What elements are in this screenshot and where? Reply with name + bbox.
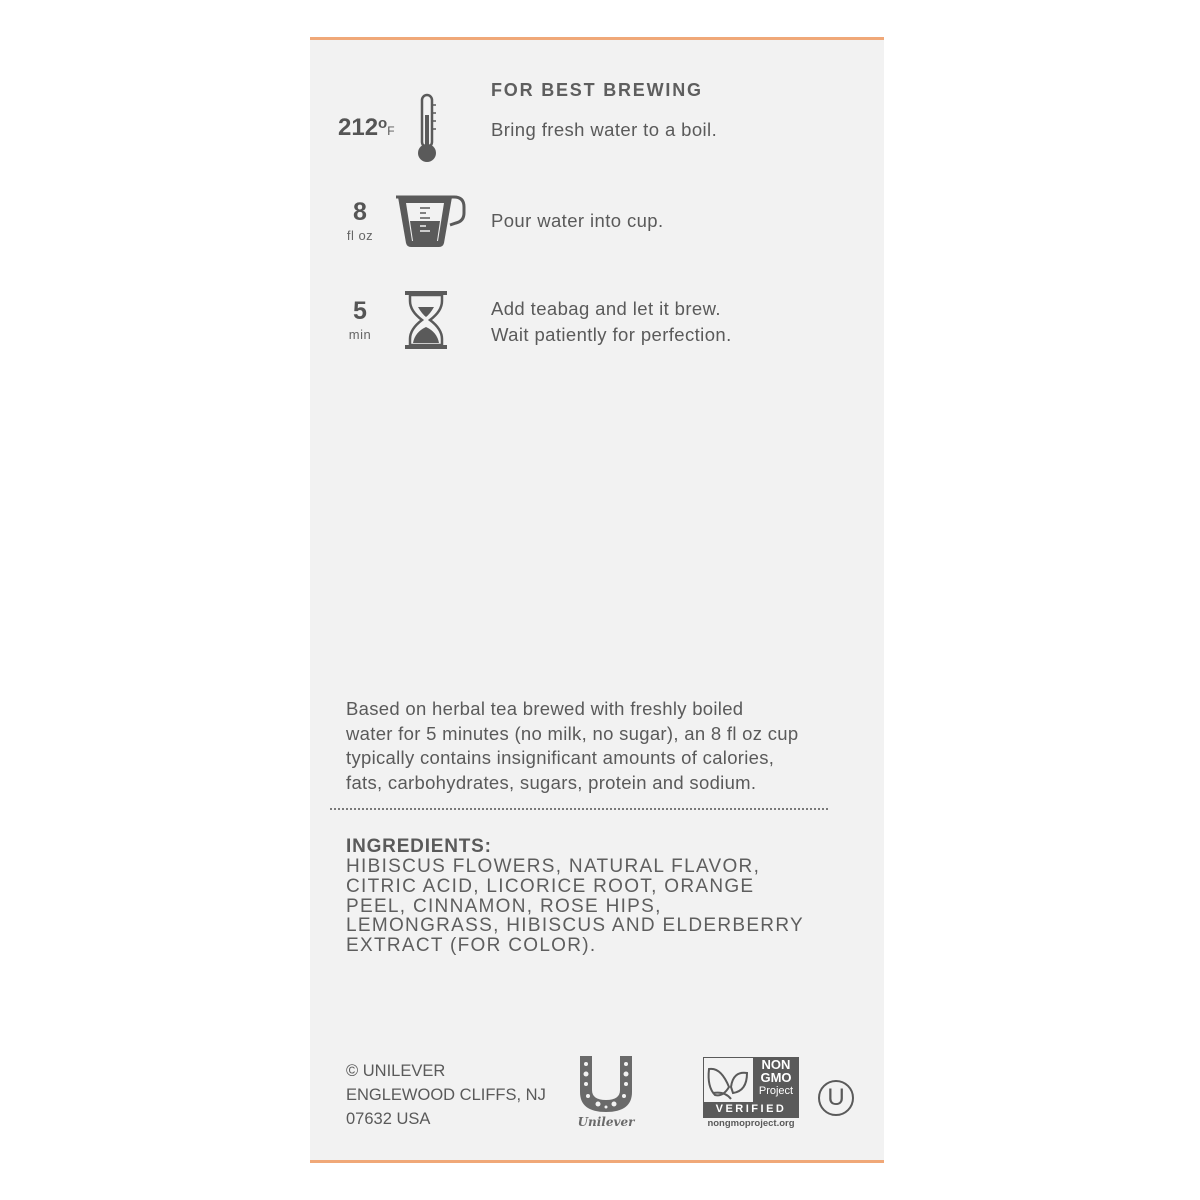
manufacturer-address: © UNILEVER ENGLEWOOD CLIFFS, NJ 07632 USA xyxy=(346,1062,546,1128)
step-1-value: 212$^o$F xyxy=(338,114,395,141)
non-gmo-line1: NON xyxy=(761,1057,791,1072)
ingredients-title: INGREDIENTS: xyxy=(346,836,492,857)
step-1-text: Bring fresh water to a boil. xyxy=(491,119,718,140)
kosher-symbol-icon xyxy=(818,1080,854,1116)
dotted-divider xyxy=(330,808,828,810)
non-gmo-badge xyxy=(703,1057,799,1131)
step-3-text: Add teabag and let it brew. Wait patiently for perfection. xyxy=(491,298,732,345)
non-gmo-line3: Project xyxy=(758,1085,794,1097)
step-2-value: 8 xyxy=(353,198,367,226)
measuring-cup-icon xyxy=(392,193,468,249)
non-gmo-line2: GMO xyxy=(760,1070,792,1085)
hourglass-icon xyxy=(403,289,449,351)
brewing-heading: FOR BEST BREWING xyxy=(491,80,703,100)
unilever-logo-icon xyxy=(574,1052,638,1130)
nutrition-statement: Based on herbal tea brewed with freshly boiled water for 5 minutes (no milk, no sugar), an 8 fl oz cup typically contains insignificant amounts of calories, fats, carbohydrates, sugars, protein and sodium. xyxy=(346,698,799,793)
step-2-unit: fl oz xyxy=(346,228,374,243)
non-gmo-url: nongmoproject.org xyxy=(707,1118,795,1129)
ingredients-list: HIBISCUS FLOWERS, NATURAL FLAVOR, CITRIC ACID, LICORICE ROOT, ORANGE PEEL, CINNAMON, ROSE HIPS, LEMONGRASS, HIBISCUS AND ELDERBERRY EXTRACT (FOR COLOR). xyxy=(346,856,804,957)
step-2-text: Pour water into cup. xyxy=(491,210,664,231)
step-3-value: 5 xyxy=(353,297,367,325)
step-3-unit: min xyxy=(348,327,372,342)
non-gmo-verified: VERIFIED xyxy=(715,1103,787,1115)
unilever-logo-text: Unilever xyxy=(577,1115,635,1129)
kosher-symbol-letter: U xyxy=(827,1084,845,1111)
thermometer-icon xyxy=(412,93,442,165)
